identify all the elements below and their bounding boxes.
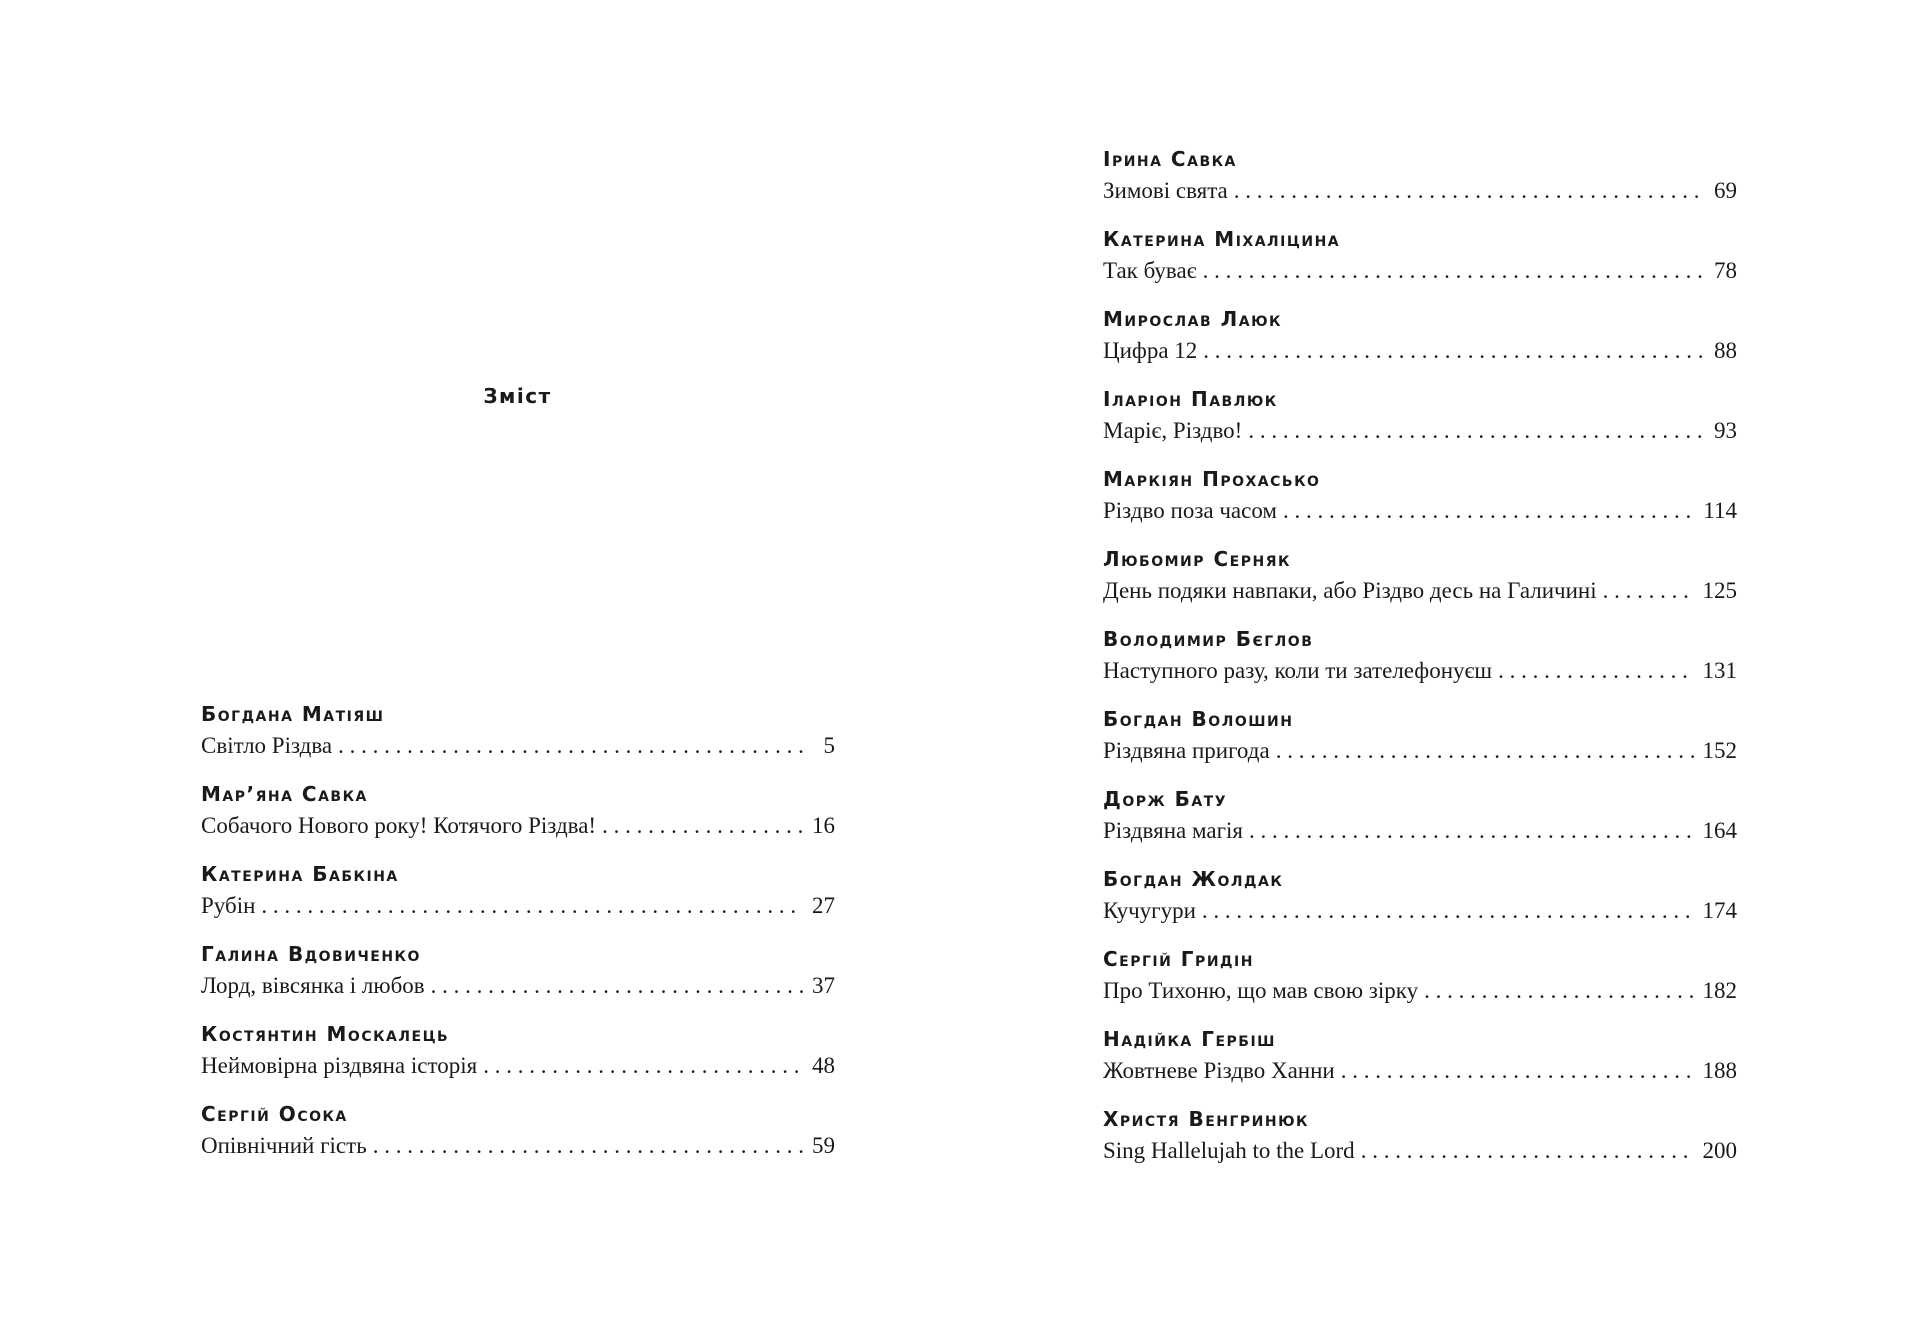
toc-entry[interactable] [1103, 865, 1737, 945]
dot-leader [373, 1130, 803, 1162]
story-line [1103, 975, 1737, 1007]
page-number: 16 [812, 813, 835, 838]
author-name: Сергій Гридін [1103, 947, 1254, 971]
page-number: 114 [1703, 498, 1737, 523]
toc-right-column [1103, 145, 1737, 1185]
page-number: 164 [1702, 818, 1737, 843]
story-line [1103, 415, 1737, 447]
dot-leader [261, 890, 803, 922]
story-title: Рубін [201, 893, 256, 918]
author-name: Маркіян Прохасько [1103, 467, 1321, 491]
toc-entry[interactable] [1103, 705, 1737, 785]
author-name: Богдан Волошин [1103, 707, 1294, 731]
story-line [1103, 175, 1737, 207]
dot-leader [1498, 655, 1694, 687]
story-title: Неймовірна різдвяна історія [201, 1053, 478, 1078]
author-name: Галина Вдовиченко [201, 942, 421, 966]
toc-title: Зміст [483, 384, 552, 408]
toc-entry[interactable] [1103, 305, 1737, 385]
author-name: Сергій Осока [201, 1102, 348, 1126]
page-number: 125 [1702, 578, 1737, 603]
page-number: 188 [1702, 1058, 1737, 1083]
toc-entry[interactable] [1103, 945, 1737, 1025]
dot-leader [431, 970, 803, 1002]
dot-leader [1203, 255, 1705, 287]
story-title: Світло Різдва [201, 733, 333, 758]
story-line [1103, 575, 1737, 607]
page-number: 152 [1702, 738, 1737, 763]
toc-entry[interactable] [1103, 385, 1737, 465]
story-title: Лорд, вівсянка і любов [201, 973, 425, 998]
author-name: Костянтин Москалець [201, 1022, 450, 1046]
author-name: Володимир Бєглов [1103, 627, 1314, 651]
story-line [1103, 895, 1737, 927]
story-line [1103, 815, 1737, 847]
story-title: Маріє, Різдво! [1103, 418, 1243, 443]
page-number: 200 [1702, 1138, 1737, 1163]
toc-entry[interactable] [1103, 1105, 1737, 1185]
page-number: 182 [1702, 978, 1737, 1003]
page-number: 69 [1714, 178, 1737, 203]
toc-entry[interactable] [1103, 625, 1737, 705]
dot-leader [602, 810, 803, 842]
story-title: Sing Hallelujah to the Lord [1103, 1138, 1355, 1163]
author-name: Богдана Матіяш [201, 702, 385, 726]
story-line [201, 1050, 835, 1082]
story-title: Собачого Нового року! Котячого Різдва! [201, 813, 597, 838]
story-line [1103, 655, 1737, 687]
dot-leader [1424, 975, 1694, 1007]
story-title: Різдвяна пригода [1103, 738, 1270, 763]
author-name: Христя Венгринюк [1103, 1107, 1309, 1131]
page-number: 27 [812, 893, 835, 918]
dot-leader [338, 730, 803, 762]
story-title: Жовтневе Різдво Ханни [1103, 1058, 1335, 1083]
dot-leader [1248, 415, 1705, 447]
page-number: 131 [1702, 658, 1737, 683]
page-number: 5 [823, 733, 835, 758]
toc-entry[interactable] [201, 860, 835, 940]
toc-entry[interactable] [1103, 1025, 1737, 1105]
author-name: Любомир Серняк [1103, 547, 1291, 571]
story-title: Так буває [1103, 258, 1197, 283]
story-title: День подяки навпаки, або Різдво десь на Галичині [1103, 578, 1597, 603]
dot-leader [1603, 575, 1695, 607]
author-name: Іларіон Павлюк [1103, 387, 1278, 411]
story-line [1103, 495, 1737, 527]
dot-leader [1276, 735, 1695, 767]
page-number: 48 [812, 1053, 835, 1078]
story-title: Кучугури [1103, 898, 1196, 923]
story-line [1103, 1135, 1737, 1167]
story-title: Різдво поза часом [1103, 498, 1277, 523]
toc-entry[interactable] [201, 1100, 835, 1180]
story-title: Наступного разу, коли ти зателефонуєш [1103, 658, 1493, 683]
dot-leader [1249, 815, 1695, 847]
author-name: Мирослав Лаюк [1103, 307, 1282, 331]
author-name: Ірина Савка [1103, 147, 1237, 171]
story-title: Зимові свята [1103, 178, 1228, 203]
story-line [1103, 335, 1737, 367]
page-number: 78 [1714, 258, 1737, 283]
dot-leader [1234, 175, 1705, 207]
toc-entry[interactable] [201, 1020, 835, 1100]
dot-leader [1203, 335, 1705, 367]
toc-entry[interactable] [201, 700, 835, 780]
page-number: 59 [812, 1133, 835, 1158]
author-name: Мар’яна Савка [201, 782, 368, 806]
story-title: Різдвяна магія [1103, 818, 1243, 843]
story-line [201, 970, 835, 1002]
dot-leader [1341, 1055, 1695, 1087]
toc-entry[interactable] [1103, 465, 1737, 545]
page-number: 88 [1714, 338, 1737, 363]
toc-entry[interactable] [1103, 545, 1737, 625]
author-name: Катерина Міхаліцина [1103, 227, 1341, 251]
story-title: Цифра 12 [1103, 338, 1198, 363]
page-number: 93 [1714, 418, 1737, 443]
toc-entry[interactable] [201, 780, 835, 860]
page-number: 37 [812, 973, 835, 998]
toc-entry[interactable] [1103, 785, 1737, 865]
dot-leader [1283, 495, 1695, 527]
story-line [201, 810, 835, 842]
toc-entry[interactable] [201, 940, 835, 1020]
toc-left-column [201, 700, 835, 1180]
story-line [201, 890, 835, 922]
author-name: Катерина Бабкіна [201, 862, 399, 886]
toc-entry[interactable] [1103, 225, 1737, 305]
dot-leader [1361, 1135, 1695, 1167]
author-name: Богдан Жолдак [1103, 867, 1284, 891]
toc-entry[interactable] [1103, 145, 1737, 225]
dot-leader [1202, 895, 1695, 927]
story-line [1103, 255, 1737, 287]
story-line [1103, 735, 1737, 767]
story-title: Про Тихоню, що мав свою зірку [1103, 978, 1419, 1003]
author-name: Надійка Гербіш [1103, 1027, 1276, 1051]
story-line [1103, 1055, 1737, 1087]
page-number: 174 [1702, 898, 1737, 923]
story-line [201, 1130, 835, 1162]
author-name: Дорж Бату [1103, 787, 1227, 811]
story-title: Опівнічний гість [201, 1133, 367, 1158]
story-line [201, 730, 835, 762]
dot-leader [483, 1050, 803, 1082]
